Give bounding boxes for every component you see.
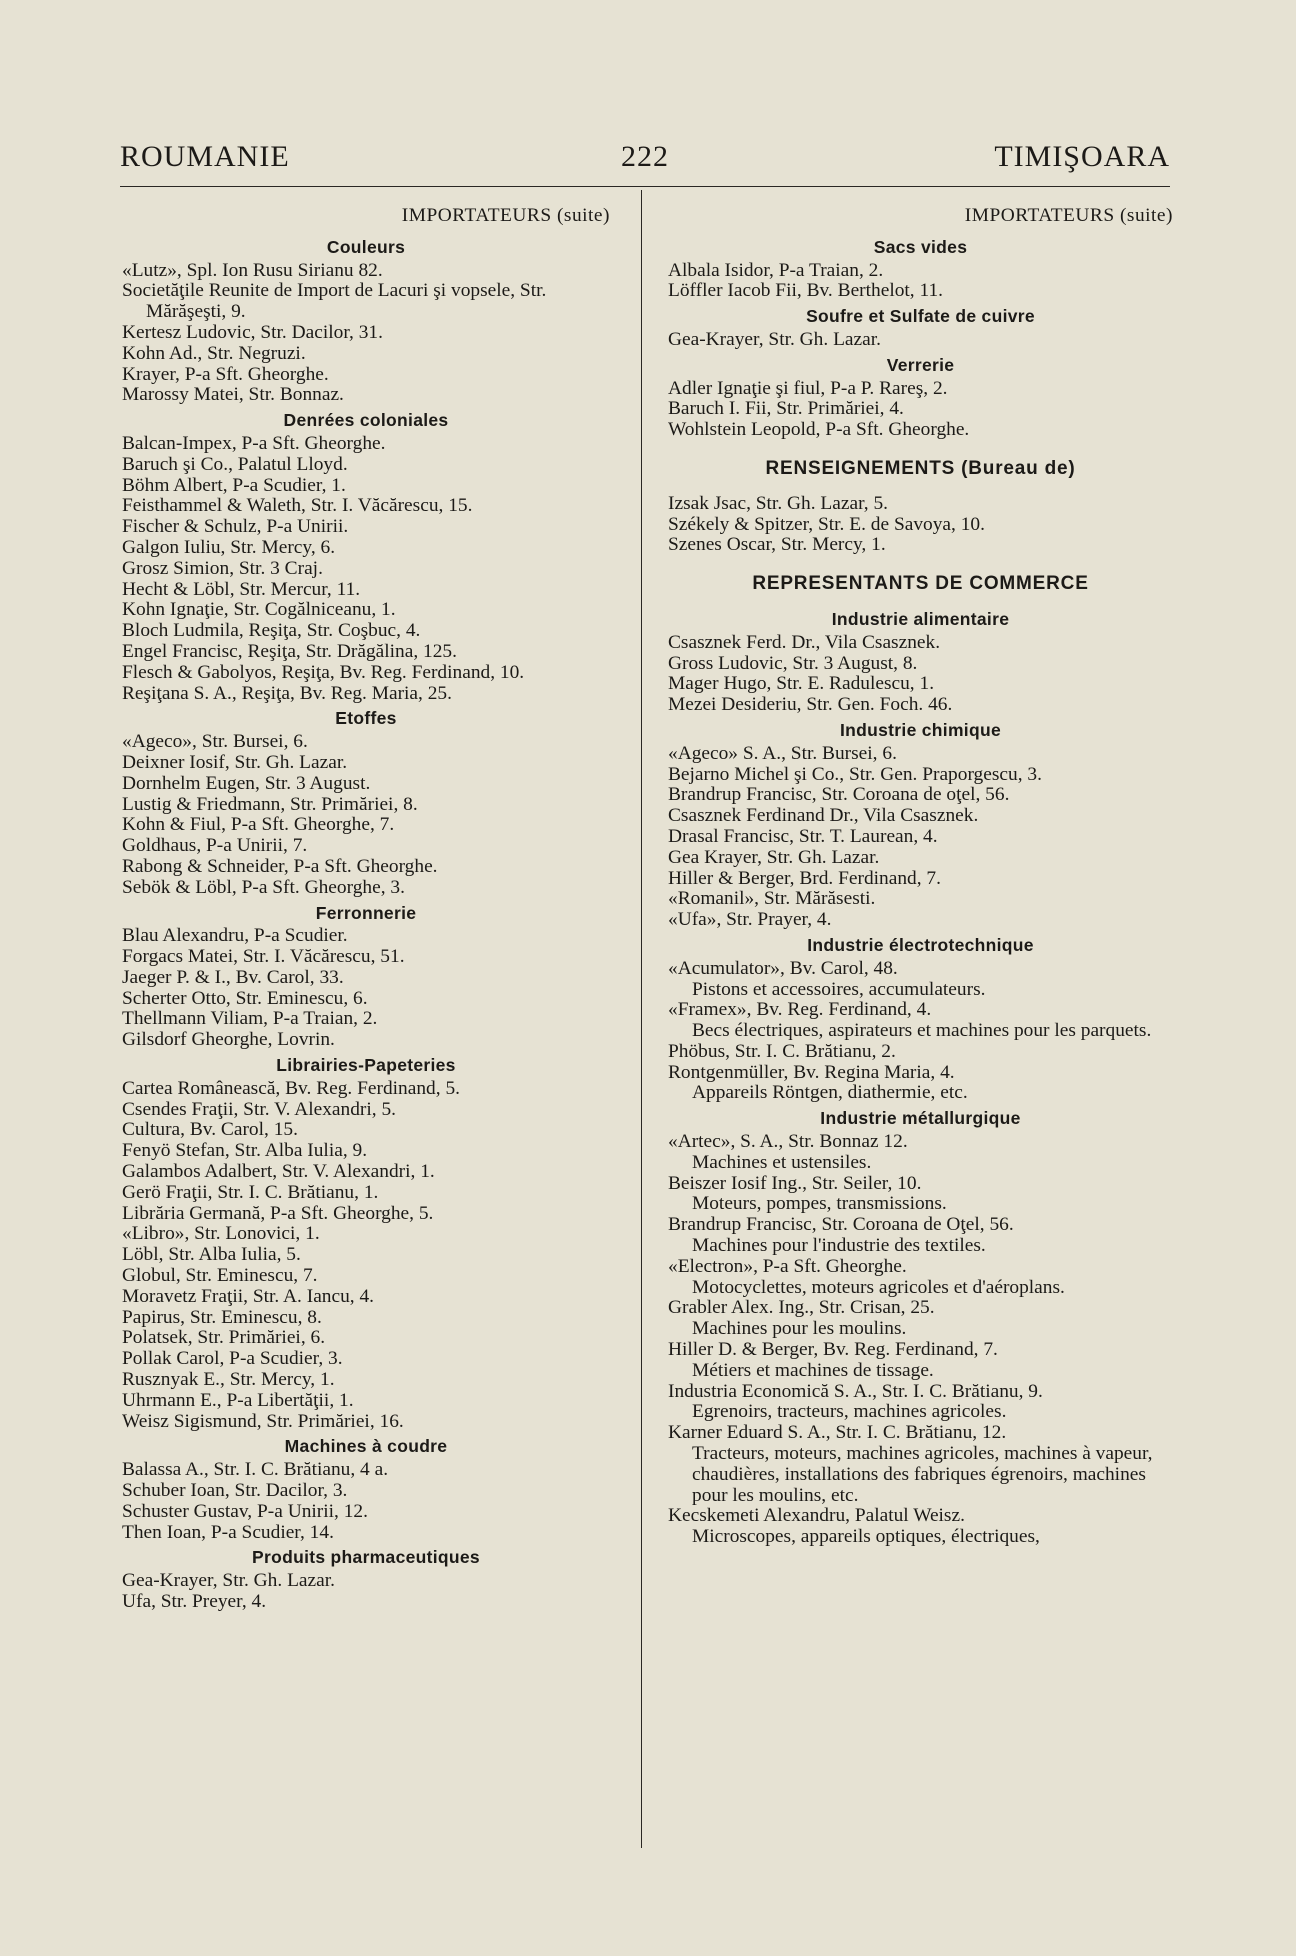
header-rule xyxy=(120,186,1170,187)
section-heading: Denrées coloniales xyxy=(283,410,449,431)
directory-entry: Papirus, Str. Eminescu, 8. xyxy=(122,1306,322,1328)
directory-entry: Drasal Francisc, Str. T. Laurean, 4. xyxy=(668,825,938,847)
directory-entry: Hiller & Berger, Brd. Ferdinand, 7. xyxy=(668,867,941,889)
directory-entry: Phöbus, Str. I. C. Brătianu, 2. xyxy=(668,1040,896,1062)
directory-entry: Gilsdorf Gheorghe, Lovrin. xyxy=(122,1029,335,1051)
directory-entry: Goldhaus, P-a Unirii, 7. xyxy=(122,835,308,857)
directory-entry: Kertesz Ludovic, Str. Dacilor, 31. xyxy=(122,321,383,343)
directory-entry: Böhm Albert, P-a Scudier, 1. xyxy=(122,474,346,496)
directory-entry: Kohn Ignaţie, Str. Cogălniceanu, 1. xyxy=(122,599,396,621)
entry-description: Machines pour les moulins. xyxy=(692,1318,907,1340)
directory-entry: Brandrup Francisc, Str. Coroana de Oţel, 56. xyxy=(668,1214,1014,1236)
directory-entry: Löffler Iacob Fii, Bv. Berthelot, 11. xyxy=(668,280,943,302)
directory-entry: Baruch şi Co., Palatul Lloyd. xyxy=(122,453,348,475)
directory-entry: Wohlstein Leopold, P-a Sft. Gheorghe. xyxy=(668,419,970,441)
directory-entry: Thellmann Viliam, P-a Traian, 2. xyxy=(122,1008,378,1030)
entry-description: Machines pour l'industrie des textiles. xyxy=(692,1235,986,1257)
renseignements-heading: RENSEIGNEMENTS (Bureau de) xyxy=(765,457,1076,479)
directory-entry: Csendes Fraţii, Str. V. Alexandri, 5. xyxy=(122,1098,396,1120)
directory-entry: Bejarno Michel şi Co., Str. Gen. Praporgescu, 3. xyxy=(668,763,1042,785)
entry-description: Moteurs, pompes, transmissions. xyxy=(692,1193,947,1215)
directory-entry: Schuber Ioan, Str. Dacilor, 3. xyxy=(122,1480,348,1502)
directory-entry: Kohn Ad., Str. Negruzi. xyxy=(122,342,306,364)
directory-entry: «Framex», Bv. Reg. Ferdinand, 4. xyxy=(668,999,932,1021)
directory-entry: Industria Economică S. A., Str. I. C. Brătianu, 9. xyxy=(668,1380,1043,1402)
directory-entry: «Artec», S. A., Str. Bonnaz 12. xyxy=(668,1131,908,1153)
directory-entry: Csasznek Ferd. Dr., Vila Csasznek. xyxy=(668,631,941,653)
directory-entry: Moravetz Fraţii, Str. A. Iancu, 4. xyxy=(122,1285,375,1307)
entry-description: Machines et ustensiles. xyxy=(692,1151,872,1173)
directory-entry: Grosz Simion, Str. 3 Craj. xyxy=(122,557,323,579)
directory-entry: Uhrmann E., P-a Libertăţii, 1. xyxy=(122,1389,354,1411)
directory-entry: Gea-Krayer, Str. Gh. Lazar. xyxy=(668,328,881,350)
section-heading: Librairies-Papeteries xyxy=(276,1055,456,1076)
directory-entry: Galgon Iuliu, Str. Mercy, 6. xyxy=(122,536,336,558)
directory-entry: Adler Ignaţie şi fiul, P-a P. Rareş, 2. xyxy=(668,377,948,399)
section-heading: Sacs vides xyxy=(873,236,968,257)
section-heading: Couleurs xyxy=(326,236,406,257)
directory-entry: Beiszer Iosif Ing., Str. Seiler, 10. xyxy=(668,1172,922,1194)
entry-description: Tracteurs, moteurs, machines agricoles, machines à vapeur, chaudières, installations des fabriques égrenoirs, machines pour les moulins, etc. xyxy=(692,1443,1153,1506)
directory-entry: Karner Eduard S. A., Str. I. C. Brătianu, 12. xyxy=(668,1422,1007,1444)
directory-entry: «Romanil», Str. Mărăsesti. xyxy=(668,888,876,910)
section-heading: Produits pharmaceutiques xyxy=(252,1547,480,1568)
directory-entry: Jaeger P. & I., Bv. Carol, 33. xyxy=(122,966,344,988)
directory-entry: Mager Hugo, Str. E. Radulescu, 1. xyxy=(668,673,935,695)
column-divider xyxy=(641,190,642,1848)
directory-entry: Löbl, Str. Alba Iulia, 5. xyxy=(122,1244,301,1266)
directory-entry: Baruch I. Fii, Str. Primăriei, 4. xyxy=(668,398,904,420)
directory-entry: Scherter Otto, Str. Eminescu, 6. xyxy=(122,987,368,1009)
directory-entry: Albala Isidor, P-a Traian, 2. xyxy=(668,259,884,281)
directory-entry: Gea-Krayer, Str. Gh. Lazar. xyxy=(122,1570,335,1592)
section-heading: Industrie électrotechnique xyxy=(807,934,1034,955)
representants-heading: REPRESENTANTS DE COMMERCE xyxy=(752,573,1089,595)
directory-entry: Szenes Oscar, Str. Mercy, 1. xyxy=(668,534,886,556)
directory-entry: «Libro», Str. Lonovici, 1. xyxy=(122,1223,320,1245)
running-head xyxy=(120,140,1170,184)
entry-description: Becs électriques, aspirateurs et machines pour les parquets. xyxy=(692,1020,1152,1042)
directory-entry: Then Ioan, P-a Scudier, 14. xyxy=(122,1521,334,1543)
section-heading: Etoffes xyxy=(335,708,397,729)
directory-entry: Gerö Fraţii, Str. I. C. Brătianu, 1. xyxy=(122,1181,379,1203)
right-sections xyxy=(668,237,1173,441)
section-heading: Industrie métallurgique xyxy=(820,1108,1021,1129)
directory-entry: Globul, Str. Eminescu, 7. xyxy=(122,1265,318,1287)
directory-entry: Sebök & Löbl, P-a Sft. Gheorghe, 3. xyxy=(122,876,405,898)
directory-entry: Bloch Ludmila, Reşiţa, Str. Coşbuc, 4. xyxy=(122,620,421,642)
directory-entry: Gross Ludovic, Str. 3 August, 8. xyxy=(668,652,918,674)
section-heading: Verrerie xyxy=(886,354,955,375)
directory-entry: Feisthammel & Waleth, Str. I. Văcărescu, 15. xyxy=(122,495,473,517)
directory-entry: «Acumulator», Bv. Carol, 48. xyxy=(668,957,898,979)
directory-entry: Krayer, P-a Sft. Gheorghe. xyxy=(122,363,329,385)
directory-entry: Gea Krayer, Str. Gh. Lazar. xyxy=(668,846,880,868)
directory-entry: «Ageco», Str. Bursei, 6. xyxy=(122,731,308,753)
directory-entry: Rabong & Schneider, P-a Sft. Gheorghe. xyxy=(122,855,438,877)
directory-entry: Engel Francisc, Reşiţa, Str. Drăgălina, 125. xyxy=(122,640,457,662)
directory-entry: Rontgenmüller, Bv. Regina Maria, 4. xyxy=(668,1061,955,1083)
directory-entry: Librăria Germană, P-a Sft. Gheorghe, 5. xyxy=(122,1202,434,1224)
directory-entry: Blau Alexandru, P-a Scudier. xyxy=(122,925,348,947)
left-sections xyxy=(122,237,610,1613)
column-title: IMPORTATEURS (suite) xyxy=(401,205,610,226)
section-heading: Industrie alimentaire xyxy=(831,608,1010,629)
renseignements-list xyxy=(668,494,1173,556)
directory-entry: Societăţile Reunite de Import de Lacuri şi vopsele, Str. Mărăşeşti, 9. xyxy=(122,280,547,323)
directory-entry: Forgacs Matei, Str. I. Văcărescu, 51. xyxy=(122,946,405,968)
directory-entry: Polatsek, Str. Primăriei, 6. xyxy=(122,1327,326,1349)
directory-entry: Kecskemeti Alexandru, Palatul Weisz. xyxy=(668,1505,965,1527)
header-country: ROUMANIE xyxy=(120,140,290,173)
directory-entry: Marossy Matei, Str. Bonnaz. xyxy=(122,384,344,406)
directory-entry: Cultura, Bv. Carol, 15. xyxy=(122,1119,298,1141)
directory-entry: Balcan-Impex, P-a Sft. Gheorghe. xyxy=(122,432,386,454)
directory-entry: Kohn & Fiul, P-a Sft. Gheorghe, 7. xyxy=(122,814,395,836)
directory-entry: Hecht & Löbl, Str. Mercur, 11. xyxy=(122,578,361,600)
directory-entry: Fischer & Schulz, P-a Unirii. xyxy=(122,516,349,538)
entry-description: Egrenoirs, tracteurs, machines agricoles. xyxy=(692,1401,1007,1423)
directory-entry: Schuster Gustav, P-a Unirii, 12. xyxy=(122,1500,368,1522)
column-title: IMPORTATEURS (suite) xyxy=(964,205,1173,226)
directory-entry: Balassa A., Str. I. C. Brătianu, 4 a. xyxy=(122,1459,389,1481)
directory-entry: Pollak Carol, P-a Scudier, 3. xyxy=(122,1348,343,1370)
entry-description: Métiers et machines de tissage. xyxy=(692,1359,934,1381)
directory-entry: «Electron», P-a Sft. Gheorghe. xyxy=(668,1255,907,1277)
page-number: 222 xyxy=(621,140,669,173)
section-heading: Industrie chimique xyxy=(840,719,1001,740)
directory-entry: «Lutz», Spl. Ion Rusu Sirianu 82. xyxy=(122,259,383,281)
directory-entry: Ufa, Str. Preyer, 4. xyxy=(122,1591,267,1612)
section-heading: Soufre et Sulfate de cuivre xyxy=(806,306,1035,327)
entry-description: Motocyclettes, moteurs agricoles et d'aéroplans. xyxy=(692,1276,1065,1298)
directory-entry: Székely & Spitzer, Str. E. de Savoya, 10. xyxy=(668,513,985,535)
entry-description: Microscopes, appareils optiques, électriques, xyxy=(692,1526,1040,1548)
directory-entry: Deixner Iosif, Str. Gh. Lazar. xyxy=(122,751,348,773)
directory-entry: Lustig & Friedmann, Str. Primăriei, 8. xyxy=(122,793,418,815)
section-heading: Ferronnerie xyxy=(315,902,417,923)
section-heading: Machines à coudre xyxy=(284,1436,448,1457)
directory-entry: Fenyö Stefan, Str. Alba Iulia, 9. xyxy=(122,1140,368,1162)
directory-entry: Reşiţana S. A., Reşiţa, Bv. Reg. Maria, 25. xyxy=(122,682,452,704)
left-column xyxy=(122,206,610,1613)
directory-entry: Mezei Desideriu, Str. Gen. Foch. 46. xyxy=(668,694,953,716)
directory-entry: Brandrup Francisc, Str. Coroana de oţel, 56. xyxy=(668,784,1010,806)
directory-entry: Cartea Românească, Bv. Reg. Ferdinand, 5. xyxy=(122,1077,460,1099)
directory-entry: «Ageco» S. A., Str. Bursei, 6. xyxy=(668,742,897,764)
right-column xyxy=(668,206,1173,1548)
entry-description: Appareils Röntgen, diathermie, etc. xyxy=(692,1082,968,1104)
directory-entry: Galambos Adalbert, Str. V. Alexandri, 1. xyxy=(122,1161,435,1183)
directory-entry: «Ufa», Str. Prayer, 4. xyxy=(668,909,832,931)
directory-entry: Izsak Jsac, Str. Gh. Lazar, 5. xyxy=(668,492,888,514)
header-city: TIMIŞOARA xyxy=(994,140,1170,173)
representants-sections xyxy=(668,609,1173,1548)
directory-entry: Dornhelm Eugen, Str. 3 August. xyxy=(122,772,371,794)
directory-entry: Grabler Alex. Ing., Str. Crisan, 25. xyxy=(668,1297,935,1319)
entry-description: Pistons et accessoires, accumulateurs. xyxy=(692,978,986,1000)
directory-entry: Weisz Sigismund, Str. Primăriei, 16. xyxy=(122,1410,404,1432)
directory-entry: Rusznyak E., Str. Mercy, 1. xyxy=(122,1369,335,1391)
directory-entry: Hiller D. & Berger, Bv. Reg. Ferdinand, 7. xyxy=(668,1339,998,1361)
directory-entry: Csasznek Ferdinand Dr., Vila Csasznek. xyxy=(668,805,979,827)
directory-entry: Flesch & Gabolyos, Reşiţa, Bv. Reg. Ferdinand, 10. xyxy=(122,661,525,683)
